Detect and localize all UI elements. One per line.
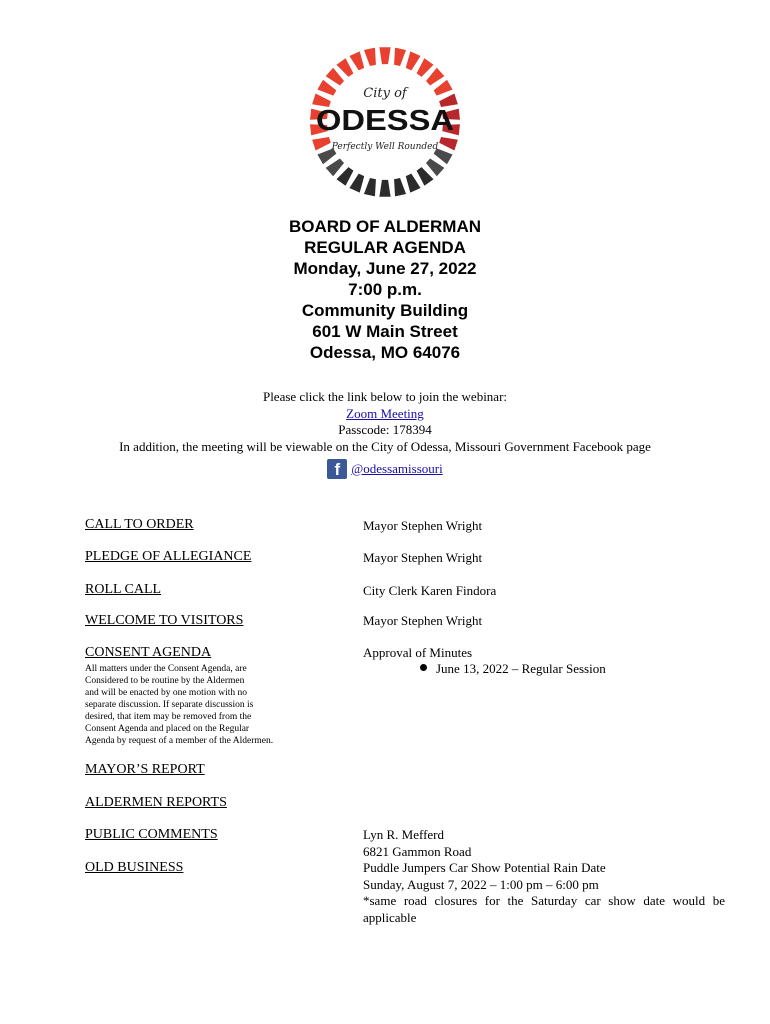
welcome-label: WELCOME TO VISITORS — [85, 613, 244, 628]
minutes-bullet-item — [420, 661, 606, 677]
approval-of-minutes: Approval of Minutes — [363, 645, 473, 660]
roll-call-label: ROLL CALL — [85, 582, 162, 597]
consent-agenda-label: CONSENT AGENDA — [85, 645, 212, 660]
sunburst-ray — [349, 51, 364, 70]
header-city: Odessa, MO 64076 — [309, 343, 461, 362]
sunburst-ray — [326, 158, 344, 176]
zoom-meeting-link[interactable]: Zoom Meeting — [346, 405, 424, 421]
header-board: BOARD OF ALDERMAN — [288, 217, 482, 236]
public-comment-entry — [363, 827, 725, 926]
sunburst-ray — [336, 58, 353, 77]
aldermen-reports-label: ALDERMEN REPORTS — [85, 795, 227, 810]
sunburst-ray — [406, 51, 421, 70]
facebook-note: In addition, the meeting will be viewable on the City of Odessa, Missouri Government Facebook page — [119, 438, 651, 454]
webinar-info — [0, 389, 770, 482]
facebook-icon[interactable]: f — [327, 459, 347, 479]
sunburst-ray — [394, 48, 406, 66]
header-agenda-type: REGULAR AGENDA — [304, 238, 466, 257]
roll-call-presenter: City Clerk Karen Findora — [363, 583, 497, 598]
commenter-address: 6821 Gammon Road — [363, 843, 472, 859]
sunburst-ray — [426, 68, 444, 86]
sunburst-ray — [317, 80, 336, 96]
webinar-passcode: Passcode: 178394 — [338, 422, 432, 437]
consent-note-line: separate discussion. If separate discussion is — [85, 700, 254, 710]
mayors-report-label: MAYOR’S REPORT — [85, 762, 205, 777]
consent-note-line: Agenda by request of a member of the Aldermen. — [85, 736, 274, 746]
sunburst-ray — [406, 174, 421, 193]
header-venue: Community Building — [301, 301, 469, 320]
call-to-order-label: CALL TO ORDER — [85, 517, 194, 532]
header-date: Monday, June 27, 2022 — [293, 259, 477, 278]
sunburst-ray — [364, 178, 376, 196]
sunburst-ray — [349, 174, 364, 193]
consent-agenda-note — [85, 663, 300, 747]
sunburst-ray — [417, 167, 434, 186]
sunburst-ray — [312, 137, 331, 150]
consent-note-line: and will be enacted by one motion with no — [85, 688, 247, 698]
comment-date: Sunday, August 7, 2022 – 1:00 pm – 6:00 pm — [363, 876, 599, 892]
consent-note-line: All matters under the Consent Agenda, are — [85, 664, 247, 674]
minutes-bullet-text: June 13, 2022 – Regular Session — [436, 661, 606, 676]
sunburst-ray — [394, 178, 406, 196]
sunburst-ray — [439, 137, 458, 150]
public-comments-label: PUBLIC COMMENTS — [85, 827, 218, 842]
sunburst-ray — [379, 180, 390, 197]
commenter-name: Lyn R. Mefferd — [363, 827, 444, 842]
sunburst-ray — [326, 68, 344, 86]
call-to-order-presenter: Mayor Stephen Wright — [363, 518, 483, 533]
pledge-label: PLEDGE OF ALLEGIANCE — [85, 549, 252, 564]
bullet-icon — [420, 664, 427, 671]
comment-subject: Puddle Jumpers Car Show Potential Rain Date — [363, 860, 606, 875]
consent-note-line: desired, that item may be removed from the — [85, 712, 252, 722]
comment-note: *same road closures for the Saturday car show date would be applicable — [363, 893, 725, 925]
consent-note-line: Consent Agenda and placed on the Regular — [85, 724, 250, 734]
logo-city-of: City of — [363, 86, 407, 101]
sunburst-ray — [364, 48, 376, 66]
sunburst-ray — [434, 80, 453, 96]
webinar-intro: Please click the link below to join the webinar: — [262, 389, 508, 404]
sunburst-ray — [336, 167, 353, 186]
header-time: 7:00 p.m. — [348, 280, 422, 299]
welcome-presenter: Mayor Stephen Wright — [363, 613, 483, 628]
logo-name: ODESSA — [316, 105, 455, 137]
sunburst-ray — [417, 58, 434, 77]
consent-note-line: Considered to be routine by the Aldermen — [85, 676, 245, 686]
old-business-label: OLD BUSINESS — [85, 860, 184, 875]
logo-tagline: Perfectly Well Rounded — [331, 142, 439, 152]
facebook-handle-link[interactable]: @odessamissouri — [351, 460, 443, 476]
city-of-odessa-logo — [310, 47, 460, 197]
meeting-header — [0, 216, 770, 363]
header-street: 601 W Main Street — [312, 322, 458, 341]
sunburst-ray — [426, 158, 444, 176]
pledge-presenter: Mayor Stephen Wright — [363, 550, 483, 565]
sunburst-ray — [379, 47, 390, 64]
